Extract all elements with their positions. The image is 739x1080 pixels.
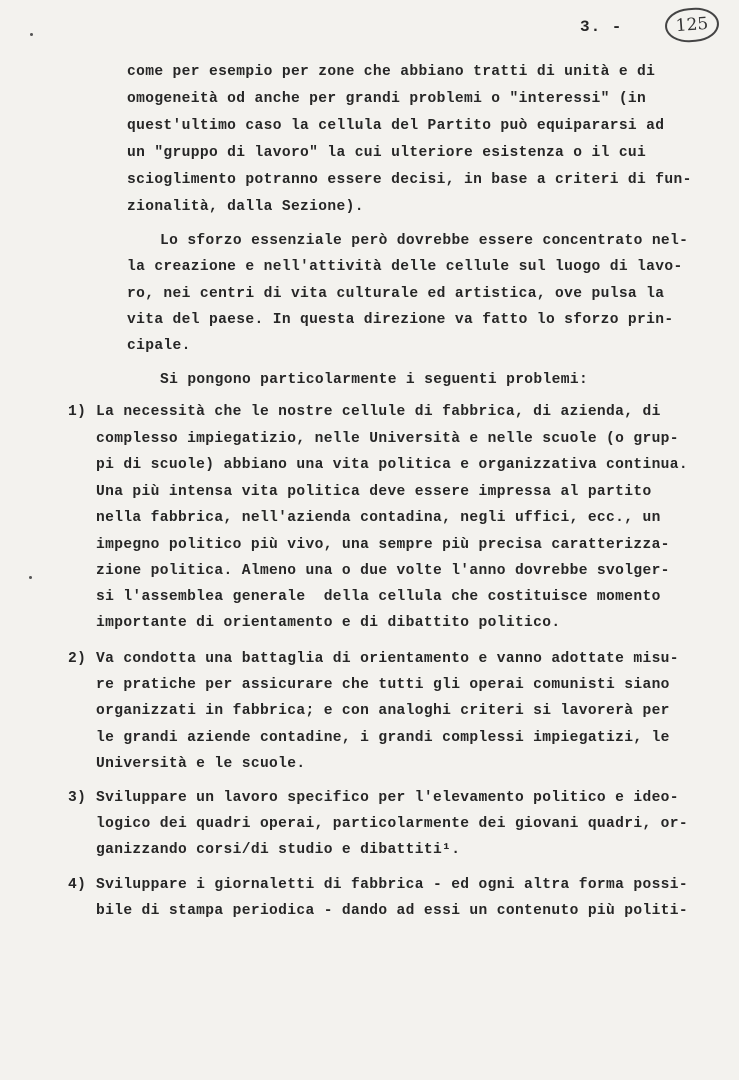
text-line: omogeneità od anche per grandi problemi o "interessi" (in — [127, 91, 647, 107]
list-number: 2) — [68, 651, 87, 667]
text-line: Sviluppare un lavoro specifico per l'elevamento politico e ideo- — [96, 790, 679, 806]
text-line: ganizzando corsi/di studio e dibattiti¹. — [96, 842, 461, 858]
list-number: 4) — [68, 877, 87, 893]
text-line: Lo sforzo essenziale però dovrebbe essere concentrato nel- — [160, 233, 689, 249]
text-line: quest'ultimo caso la cellula del Partito può equipararsi ad — [127, 118, 665, 134]
text-line: Università e le scuole. — [96, 756, 306, 772]
text-line: complesso impiegatizio, nelle Università e nelle scuole (o grup- — [96, 431, 679, 447]
text-line: Una più intensa vita politica deve essere impressa al partito — [96, 484, 652, 500]
page-number: 3. - — [580, 18, 623, 36]
archive-stamp-number: 125 — [664, 6, 720, 44]
text-line: nella fabbrica, nell'azienda contadina, negli uffici, ecc., un — [96, 510, 661, 526]
text-line: La necessità che le nostre cellule di fabbrica, di azienda, di — [96, 404, 661, 420]
text-line: si l'assemblea generale della cellula che costituisce momento — [96, 589, 661, 605]
text-line: logico dei quadri operai, particolarmente dei giovani quadri, or- — [96, 816, 688, 832]
text-line: impegno politico più vivo, una sempre più precisa caratterizza- — [96, 537, 670, 553]
text-line: pi di scuole) abbiano una vita politica e organizzativa continua. — [96, 457, 688, 473]
text-line: come per esempio per zone che abbiano tratti di unità e di — [127, 64, 656, 80]
text-line: ro, nei centri di vita culturale ed artistica, ove pulsa la — [127, 286, 665, 302]
text-line: un "gruppo di lavoro" la cui ulteriore esistenza o il cui — [127, 145, 647, 161]
text-line: bile di stampa periodica - dando ad essi un contenuto più politi- — [96, 903, 688, 919]
text-line: cipale. — [127, 338, 191, 354]
text-line: re pratiche per assicurare che tutti gli operai comunisti siano — [96, 677, 670, 693]
text-line: organizzati in fabbrica; e con analoghi criteri si lavorerà per — [96, 703, 670, 719]
text-line: zione politica. Almeno una o due volte l'anno dovrebbe svolger- — [96, 563, 670, 579]
text-line: Si pongono particolarmente i seguenti problemi: — [160, 372, 589, 388]
text-line: le grandi aziende contadine, i grandi complessi impiegatizi, le — [96, 730, 670, 746]
list-number: 1) — [68, 404, 87, 420]
text-line: la creazione e nell'attività delle cellule sul luogo di lavo- — [127, 259, 683, 275]
text-line: Sviluppare i giornaletti di fabbrica - ed ogni altra forma possi- — [96, 877, 688, 893]
text-line: Va condotta una battaglia di orientamento e vanno adottate misu- — [96, 651, 679, 667]
text-line: zionalità, dalla Sezione). — [127, 199, 364, 215]
text-line: vita del paese. In questa direzione va fatto lo sforzo prin- — [127, 312, 674, 328]
text-line: scioglimento potranno essere decisi, in base a criteri di fun- — [127, 172, 692, 188]
text-line: importante di orientamento e di dibattito politico. — [96, 615, 561, 631]
list-number: 3) — [68, 790, 87, 806]
